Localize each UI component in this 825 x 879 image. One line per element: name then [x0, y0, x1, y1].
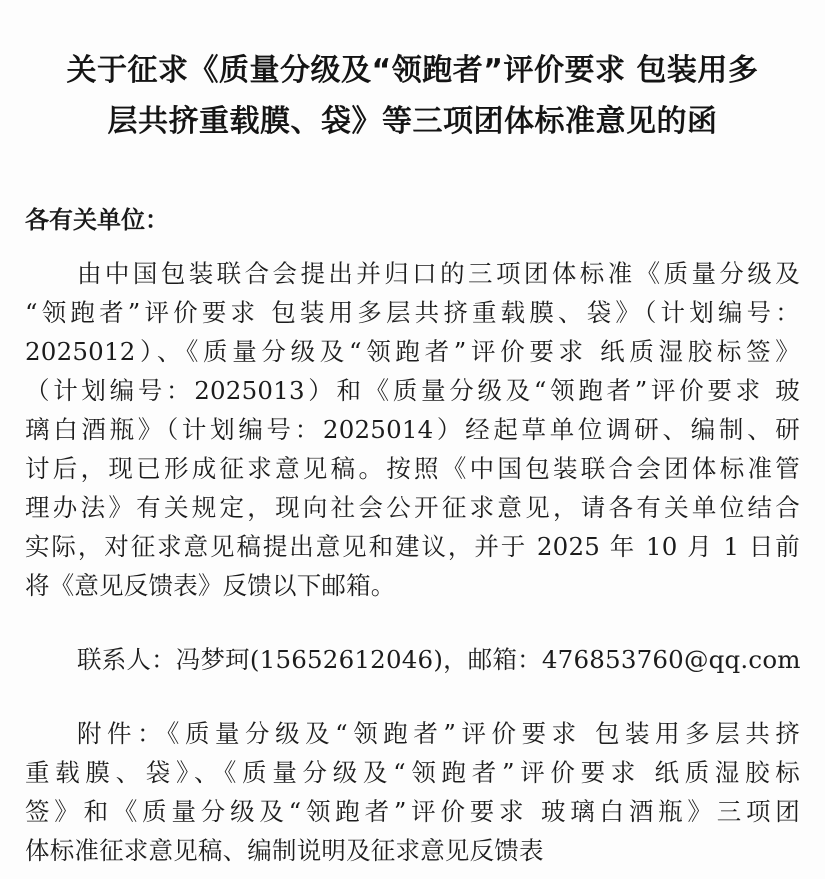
document-title-line-2: 层共挤重载膜、袋》等三项团体标准意见的函 — [107, 104, 718, 139]
body-line-9: 将《意见反馈表》反馈以下邮箱。 — [25, 571, 396, 600]
document-title-line-1: 关于征求《质量分级及“领跑者”评价要求 包装用多 — [66, 53, 759, 88]
attachment-line-2: 重载膜、袋》、《质量分级及“领跑者”评价要求 纸质湿胶标 — [25, 758, 800, 787]
body-line-8: 实际，对征求意见稿提出意见和建议，并于 2025 年 10 月 1 日前 — [25, 532, 800, 561]
attachment-line-4: 体标准征求意见稿、编制说明及征求意见反馈表 — [25, 836, 544, 865]
body-line-1: 由中国包装联合会提出并归口的三项团体标准《质量分级及 — [77, 259, 800, 288]
attachment-line-3: 签》和《质量分级及“领跑者”评价要求 玻璃白酒瓶》三项团 — [25, 797, 800, 826]
attachment-line-1: 附件：《质量分级及“领跑者”评价要求 包装用多层共挤 — [77, 719, 800, 748]
body-line-7: 理办法》有关规定，现向社会公开征求意见，请各有关单位结合 — [25, 493, 800, 522]
body-line-2: “领跑者”评价要求 包装用多层共挤重载膜、袋》（计划编号： — [25, 298, 800, 327]
salutation: 各有关单位： — [25, 206, 169, 234]
body-line-3: 2025012）、《质量分级及“领跑者”评价要求 纸质湿胶标签》 — [25, 337, 800, 366]
body-line-6: 讨后，现已形成征求意见稿。按照《中国包装联合会团体标准管 — [25, 454, 800, 483]
body-line-4: （计划编号：2025013）和《质量分级及“领跑者”评价要求 玻 — [25, 376, 800, 405]
body-line-5: 璃白酒瓶》（计划编号：2025014）经起草单位调研、编制、研 — [25, 415, 800, 444]
contact-line: 联系人：冯梦珂(15652612046)，邮箱：476853760@qq.com — [77, 645, 801, 674]
